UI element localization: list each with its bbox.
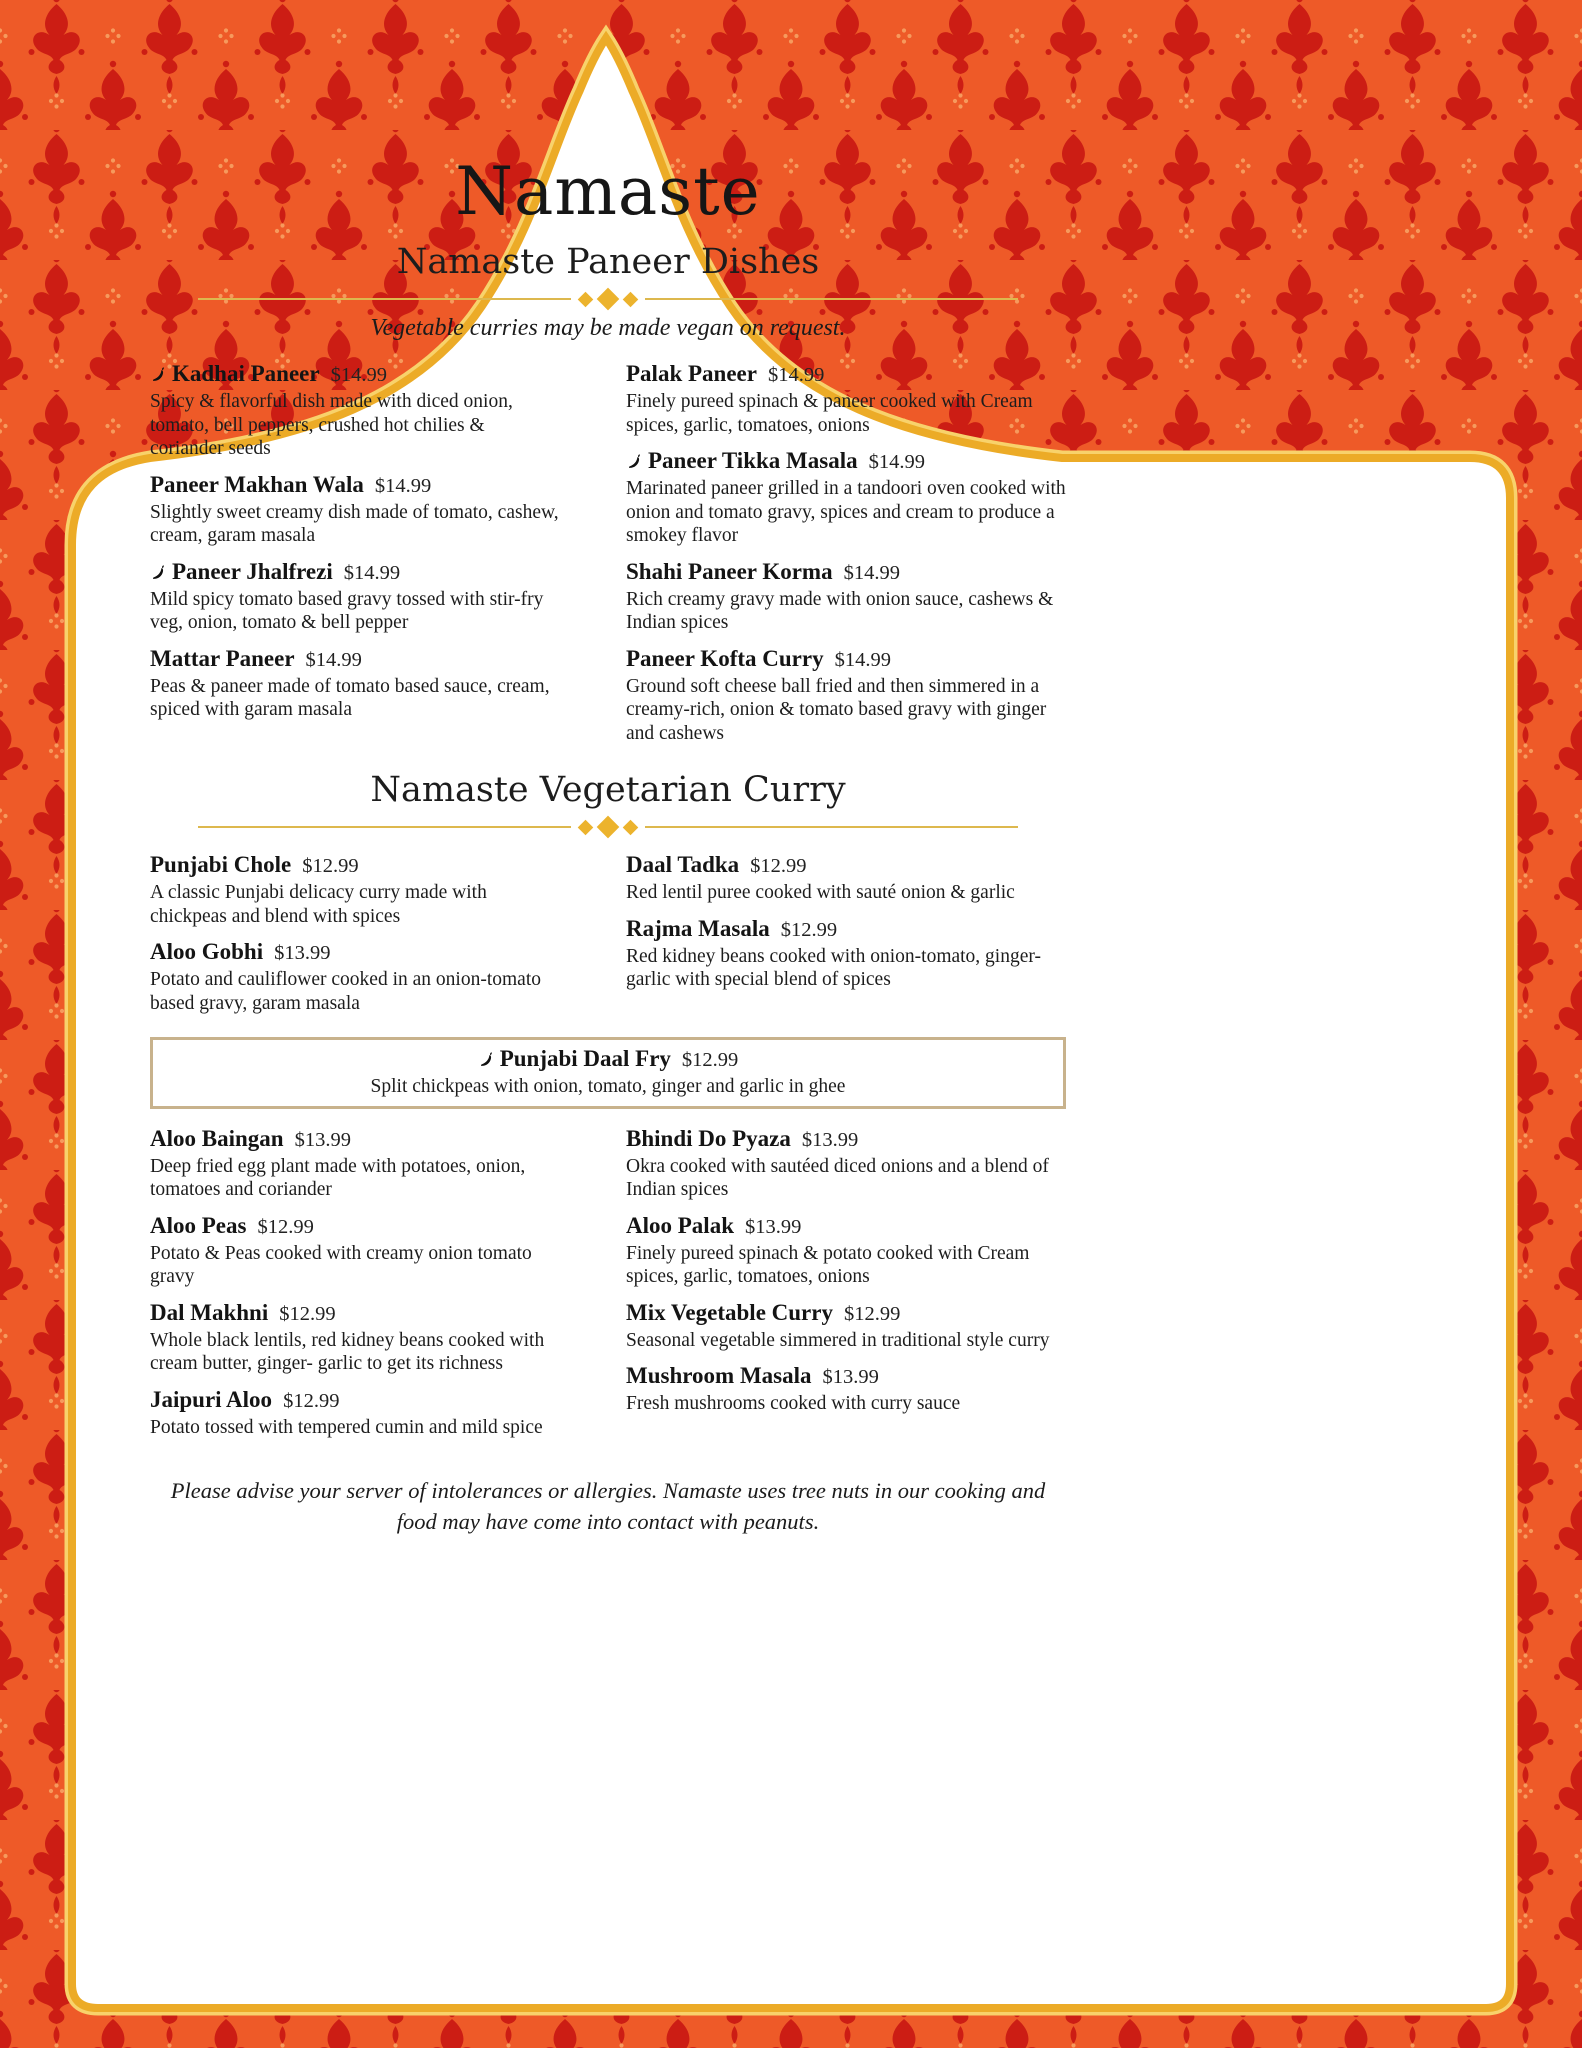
menu-item-description: Mild spicy tomato based gravy tossed with stir-fry veg, onion, tomato & bell pepper: [150, 588, 544, 634]
menu-content: [150, 153, 1066, 1537]
menu-item-description: Split chickpeas with onion, tomato, ginger and garlic in ghee: [370, 1076, 846, 1098]
menu-item-description: Rich creamy gravy made with onion sauce, cashews & Indian spices: [626, 588, 1054, 634]
menu-item-name: Punjabi Chole: [150, 852, 292, 878]
menu-item-header: [626, 915, 1066, 944]
restaurant-title: Namaste: [455, 153, 761, 230]
section-heading-veg: Namaste Vegetarian Curry: [370, 770, 846, 811]
menu-item-name: Aloo Palak: [626, 1212, 734, 1238]
menu-item-header: [626, 1212, 1066, 1241]
menu-item: [150, 938, 562, 1015]
section-vegetarian-curry: [150, 769, 1066, 1449]
paneer-columns: [150, 360, 1066, 755]
menu-item-header: [150, 1125, 562, 1154]
menu-item-price: $13.99: [744, 1215, 802, 1238]
menu-item: [150, 1212, 562, 1289]
menu-item-header: [626, 447, 1066, 476]
menu-item-description: Potato & Peas cooked with creamy onion tomato gravy: [150, 1242, 532, 1288]
menu-item: [626, 1299, 1066, 1353]
menu-item-name: Mattar Paneer: [150, 645, 295, 671]
menu-item-description: Spicy & flavorful dish made with diced onion, tomato, bell peppers, crushed hot chilies & coriander seeds: [150, 391, 513, 460]
menu-item-description: Finely pureed spinach & paneer cooked with Cream spices, garlic, tomatoes, onions: [626, 391, 1033, 436]
menu-item-name: Mushroom Masala: [626, 1363, 812, 1389]
menu-item-name: Aloo Peas: [150, 1212, 247, 1238]
menu-item-name: Kadhai Paneer: [172, 361, 320, 387]
menu-item-header: [626, 360, 1066, 389]
menu-item-header: [150, 645, 562, 674]
menu-item-header: [626, 1125, 1066, 1154]
menu-item-description: Whole black lentils, red kidney beans cooked with cream butter, ginger- garlic to get its richness: [150, 1329, 545, 1375]
menu-item: [626, 645, 1066, 746]
menu-item-name: Daal Tadka: [626, 852, 740, 878]
menu-item-price: $14.99: [767, 364, 825, 387]
paneer-column-right: [626, 360, 1066, 755]
menu-item-name: Punjabi Daal Fry: [499, 1046, 671, 1072]
section-heading-paneer: Namaste Paneer Dishes: [396, 242, 820, 283]
menu-item-price: $12.99: [780, 918, 838, 941]
veg-column-top-left: [150, 851, 562, 1025]
menu-item-price: $14.99: [868, 451, 925, 474]
diamond-icon: [597, 816, 620, 839]
section-paneer-dishes: [150, 241, 1066, 755]
menu-item-price: $12.99: [750, 855, 807, 878]
chili-pepper-icon: [478, 1051, 495, 1068]
menu-item-header: [626, 1362, 1066, 1391]
menu-item: [626, 1212, 1066, 1289]
menu-item-header: [150, 1299, 562, 1328]
menu-item-name: Paneer Makhan Wala: [150, 471, 364, 497]
menu-item-name: Bhindi Do Pyaza: [626, 1125, 791, 1151]
menu-item: [626, 558, 1066, 635]
menu-item-header: [150, 558, 562, 587]
menu-item-name: Dal Makhni: [150, 1299, 269, 1325]
menu-item-price: $14.99: [305, 648, 362, 671]
menu-item-description: Red kidney beans cooked with onion-tomato, ginger-garlic with special blend of spices: [626, 945, 1041, 991]
menu-item-description: A classic Punjabi delicacy curry made with chickpeas and blend with spices: [150, 882, 487, 927]
chili-pepper-icon: [150, 366, 167, 383]
menu-item: [626, 851, 1066, 905]
menu-item-featured: [163, 1045, 1053, 1099]
menu-item: [150, 1125, 562, 1202]
vegan-note: Vegetable curries may be made vegan on request.: [370, 315, 846, 342]
divider-line: [198, 298, 571, 300]
menu-item-header: [150, 1212, 562, 1241]
veg-column-top-right: [626, 851, 1066, 1025]
veg-column-bottom-right: [626, 1125, 1066, 1450]
menu-item-price: $14.99: [330, 364, 387, 387]
diamond-icon: [578, 820, 594, 836]
menu-item-description: Slightly sweet creamy dish made of tomato, cashew, cream, garam masala: [150, 501, 559, 547]
menu-item-price: $14.99: [843, 561, 900, 584]
menu-item-price: $12.99: [279, 1302, 336, 1325]
paneer-column-left: [150, 360, 562, 755]
menu-item-name: Paneer Jhalfrezi: [172, 558, 333, 584]
menu-item-header: [626, 851, 1066, 880]
menu-item: [150, 1299, 562, 1376]
menu-item-price: $14.99: [834, 648, 891, 671]
divider-line: [645, 826, 1018, 828]
diamond-icon: [578, 291, 594, 307]
menu-item-description: Deep fried egg plant made with potatoes, onion, tomatoes and coriander: [150, 1155, 526, 1201]
chili-pepper-icon: [150, 564, 167, 581]
menu-item-price: $13.99: [822, 1366, 879, 1389]
menu-item-description: Potato and cauliflower cooked in an onion-tomato based gravy, garam masala: [150, 969, 541, 1014]
menu-item-description: Ground soft cheese ball fried and then simmered in a creamy-rich, onion & tomato based gravy with ginger and cashews: [626, 675, 1047, 744]
menu-item-description: Potato tossed with tempered cumin and mild spice: [150, 1416, 543, 1438]
menu-item-price: $12.99: [843, 1302, 901, 1325]
allergy-footer-note: Please advise your server of intolerances or allergies. Namaste uses tree nuts in our cooking and food may have come into contact with peanuts.: [170, 1478, 1046, 1535]
menu-item: [150, 360, 562, 461]
menu-item-header: [150, 471, 562, 500]
menu-item: [150, 1386, 562, 1440]
menu-item: [626, 915, 1066, 992]
menu-item-description: Okra cooked with sautéed diced onions and a blend of Indian spices: [626, 1155, 1049, 1201]
menu-item-header: [626, 558, 1066, 587]
menu-item-header: [626, 1299, 1066, 1328]
menu-item-price: $14.99: [374, 474, 432, 497]
menu-item-description: Seasonal vegetable simmered in traditional style curry: [626, 1329, 1050, 1351]
diamond-icon: [623, 291, 639, 307]
menu-item-price: $13.99: [801, 1128, 859, 1151]
menu-item-name: Aloo Gobhi: [150, 939, 264, 965]
divider-line: [645, 298, 1018, 300]
veg-columns-bottom: [150, 1125, 1066, 1450]
veg-column-bottom-left: [150, 1125, 562, 1450]
menu-item-price: $13.99: [294, 1128, 351, 1151]
menu-item-description: Peas & paneer made of tomato based sauce, cream, spiced with garam masala: [150, 675, 550, 721]
menu-item-name: Aloo Baingan: [150, 1125, 284, 1151]
menu-item-name: Palak Paneer: [626, 361, 757, 387]
menu-item-name: Mix Vegetable Curry: [626, 1299, 833, 1325]
menu-item-description: Fresh mushrooms cooked with curry sauce: [626, 1393, 961, 1415]
menu-item: [626, 360, 1066, 437]
menu-item-price: $12.99: [681, 1049, 739, 1072]
diamond-icon: [597, 288, 620, 311]
section-divider: [198, 819, 1018, 835]
menu-item-header: [150, 1386, 562, 1415]
menu-item: [626, 1362, 1066, 1416]
menu-item-name: Paneer Tikka Masala: [648, 448, 858, 474]
diamond-icon: [623, 820, 639, 836]
menu-item-price: $14.99: [343, 561, 401, 584]
menu-item-name: Paneer Kofta Curry: [626, 645, 824, 671]
menu-item-price: $12.99: [257, 1215, 314, 1238]
featured-item-box: [150, 1037, 1066, 1109]
menu-item-price: $12.99: [302, 855, 359, 878]
menu-item-price: $12.99: [283, 1389, 340, 1412]
chili-pepper-icon: [626, 453, 643, 470]
divider-line: [198, 826, 571, 828]
menu-item-name: Shahi Paneer Korma: [626, 558, 833, 584]
menu-item: [150, 851, 562, 928]
menu-item-header: [150, 938, 562, 967]
menu-item: [150, 471, 562, 548]
menu-item-description: Marinated paneer grilled in a tandoori oven cooked with onion and tomato gravy, spices and cream to produce a smokey flavor: [626, 478, 1066, 547]
section-divider: [198, 291, 1018, 307]
menu-item-name: Jaipuri Aloo: [150, 1386, 273, 1412]
menu-item-description: Finely pureed spinach & potato cooked with Cream spices, garlic, tomatoes, onions: [626, 1242, 1030, 1288]
menu-item: [626, 1125, 1066, 1202]
veg-columns-top: [150, 851, 1066, 1025]
menu-item-header: [626, 645, 1066, 674]
menu-item-header: [163, 1045, 1053, 1074]
menu-item: [150, 558, 562, 635]
menu-item-price: $13.99: [274, 942, 331, 965]
menu-item-header: [150, 360, 562, 389]
menu-item: [626, 447, 1066, 548]
menu-item-description: Red lentil puree cooked with sauté onion & garlic: [626, 882, 1015, 904]
menu-item-header: [150, 851, 562, 880]
menu-item: [150, 645, 562, 722]
menu-item-name: Rajma Masala: [626, 915, 770, 941]
